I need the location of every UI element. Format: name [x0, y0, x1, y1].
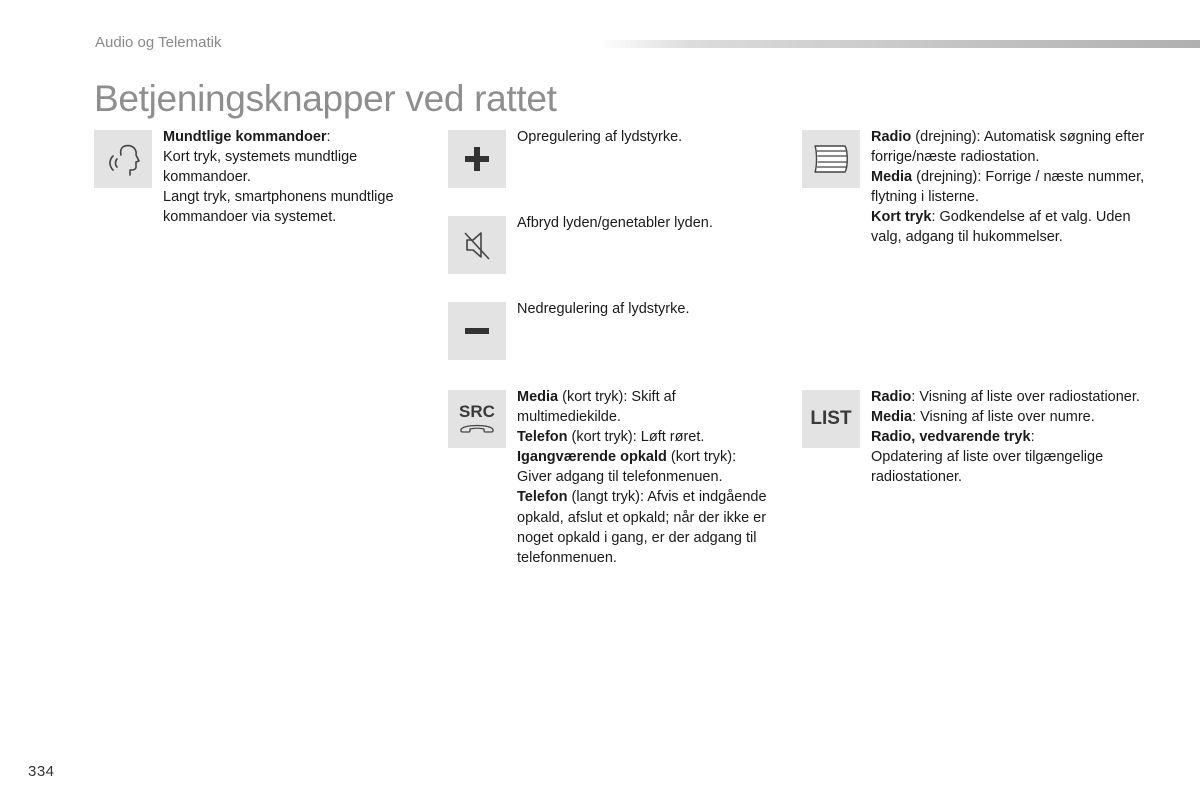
voice-command-tile	[94, 130, 152, 188]
list-tile	[802, 390, 860, 448]
src-phone-text: (kort tryk): Løft røret.	[567, 429, 705, 446]
wheel-short-press-text: : Godkendelse af et valg. Uden valg, adgang til hukommelser.	[871, 209, 1131, 246]
list-radio-text: : Visning af liste over radiostationer.	[911, 389, 1140, 405]
thumbwheel-description	[871, 127, 1146, 248]
volume-up-description	[517, 127, 777, 147]
voice-command-icon	[101, 137, 145, 181]
volume-down-description	[517, 299, 777, 319]
minus-icon	[462, 316, 492, 346]
src-phone-icon	[458, 404, 496, 434]
src-media-term: Media	[517, 389, 559, 405]
src-phone-long-text: (langt tryk): Afvis et indgående opkald, afslut et opkald; når der ikke er noget opkald i gang, er der adgang til telefonmenuen.	[517, 489, 767, 566]
header-bar	[600, 40, 1200, 48]
phone-handset-icon	[458, 420, 496, 434]
src-media-text: (kort tryk): Skift af multimediekilde.	[517, 389, 676, 426]
volume-down-tile	[448, 302, 506, 360]
list-description	[871, 387, 1146, 487]
wheel-radio-term: Radio	[871, 129, 912, 145]
wheel-short-press-term: Kort tryk	[871, 209, 932, 226]
volume-down-text: Nedregulering af lydstyrke.	[517, 301, 690, 317]
src-description	[517, 387, 772, 568]
voice-command-colon: :	[326, 129, 331, 145]
voice-command-short-press: Kort tryk, systemets mundtlige kommandoer.	[163, 149, 358, 186]
wheel-media-text: (drejning): Forrige / næste nummer, flytning i listerne.	[871, 169, 1145, 206]
wheel-media-term: Media	[871, 169, 913, 186]
list-radio-term: Radio	[871, 389, 912, 405]
voice-command-long-press: Langt tryk, smartphonens mundtlige kommandoer via systemet.	[163, 189, 394, 226]
src-ongoing-call-term: Igangværende opkald	[517, 449, 667, 466]
src-phone-term: Telefon	[517, 429, 568, 446]
voice-command-description	[163, 127, 433, 227]
mute-text: Afbryd lyden/genetabler lyden.	[517, 215, 713, 231]
src-ongoing-call-text: (kort tryk): Giver adgang til telefonmenuen.	[517, 449, 737, 486]
src-phone-long-term: Telefon	[517, 489, 568, 506]
page-number: 334	[28, 763, 55, 780]
volume-up-tile	[448, 130, 506, 188]
thumbwheel-tile	[802, 130, 860, 188]
mute-description	[517, 213, 777, 233]
volume-up-text: Opregulering af lydstyrke.	[517, 129, 683, 145]
page-title: Betjeningsknapper ved rattet	[94, 78, 557, 119]
list-media-text: : Visning af liste over numre.	[912, 409, 1095, 426]
list-media-term: Media	[871, 409, 913, 426]
speaker-mute-icon	[457, 225, 497, 265]
voice-command-term: Mundtlige kommandoer	[163, 129, 327, 145]
src-label: SRC	[459, 402, 495, 421]
list-icon: LIST	[810, 408, 852, 429]
section-label: Audio og Telematik	[95, 34, 222, 51]
plus-icon	[462, 144, 492, 174]
mute-tile	[448, 216, 506, 274]
src-tile	[448, 390, 506, 448]
wheel-radio-text: (drejning): Automatisk søgning efter forrige/næste radiostation.	[871, 129, 1145, 166]
thumbwheel-icon	[811, 143, 851, 175]
list-radio-hold-term: Radio, vedvarende tryk	[871, 429, 1031, 446]
list-radio-hold-colon: :	[1030, 429, 1035, 446]
list-radio-hold-text: Opdatering af liste over tilgængelige radiostationer.	[871, 449, 1104, 486]
